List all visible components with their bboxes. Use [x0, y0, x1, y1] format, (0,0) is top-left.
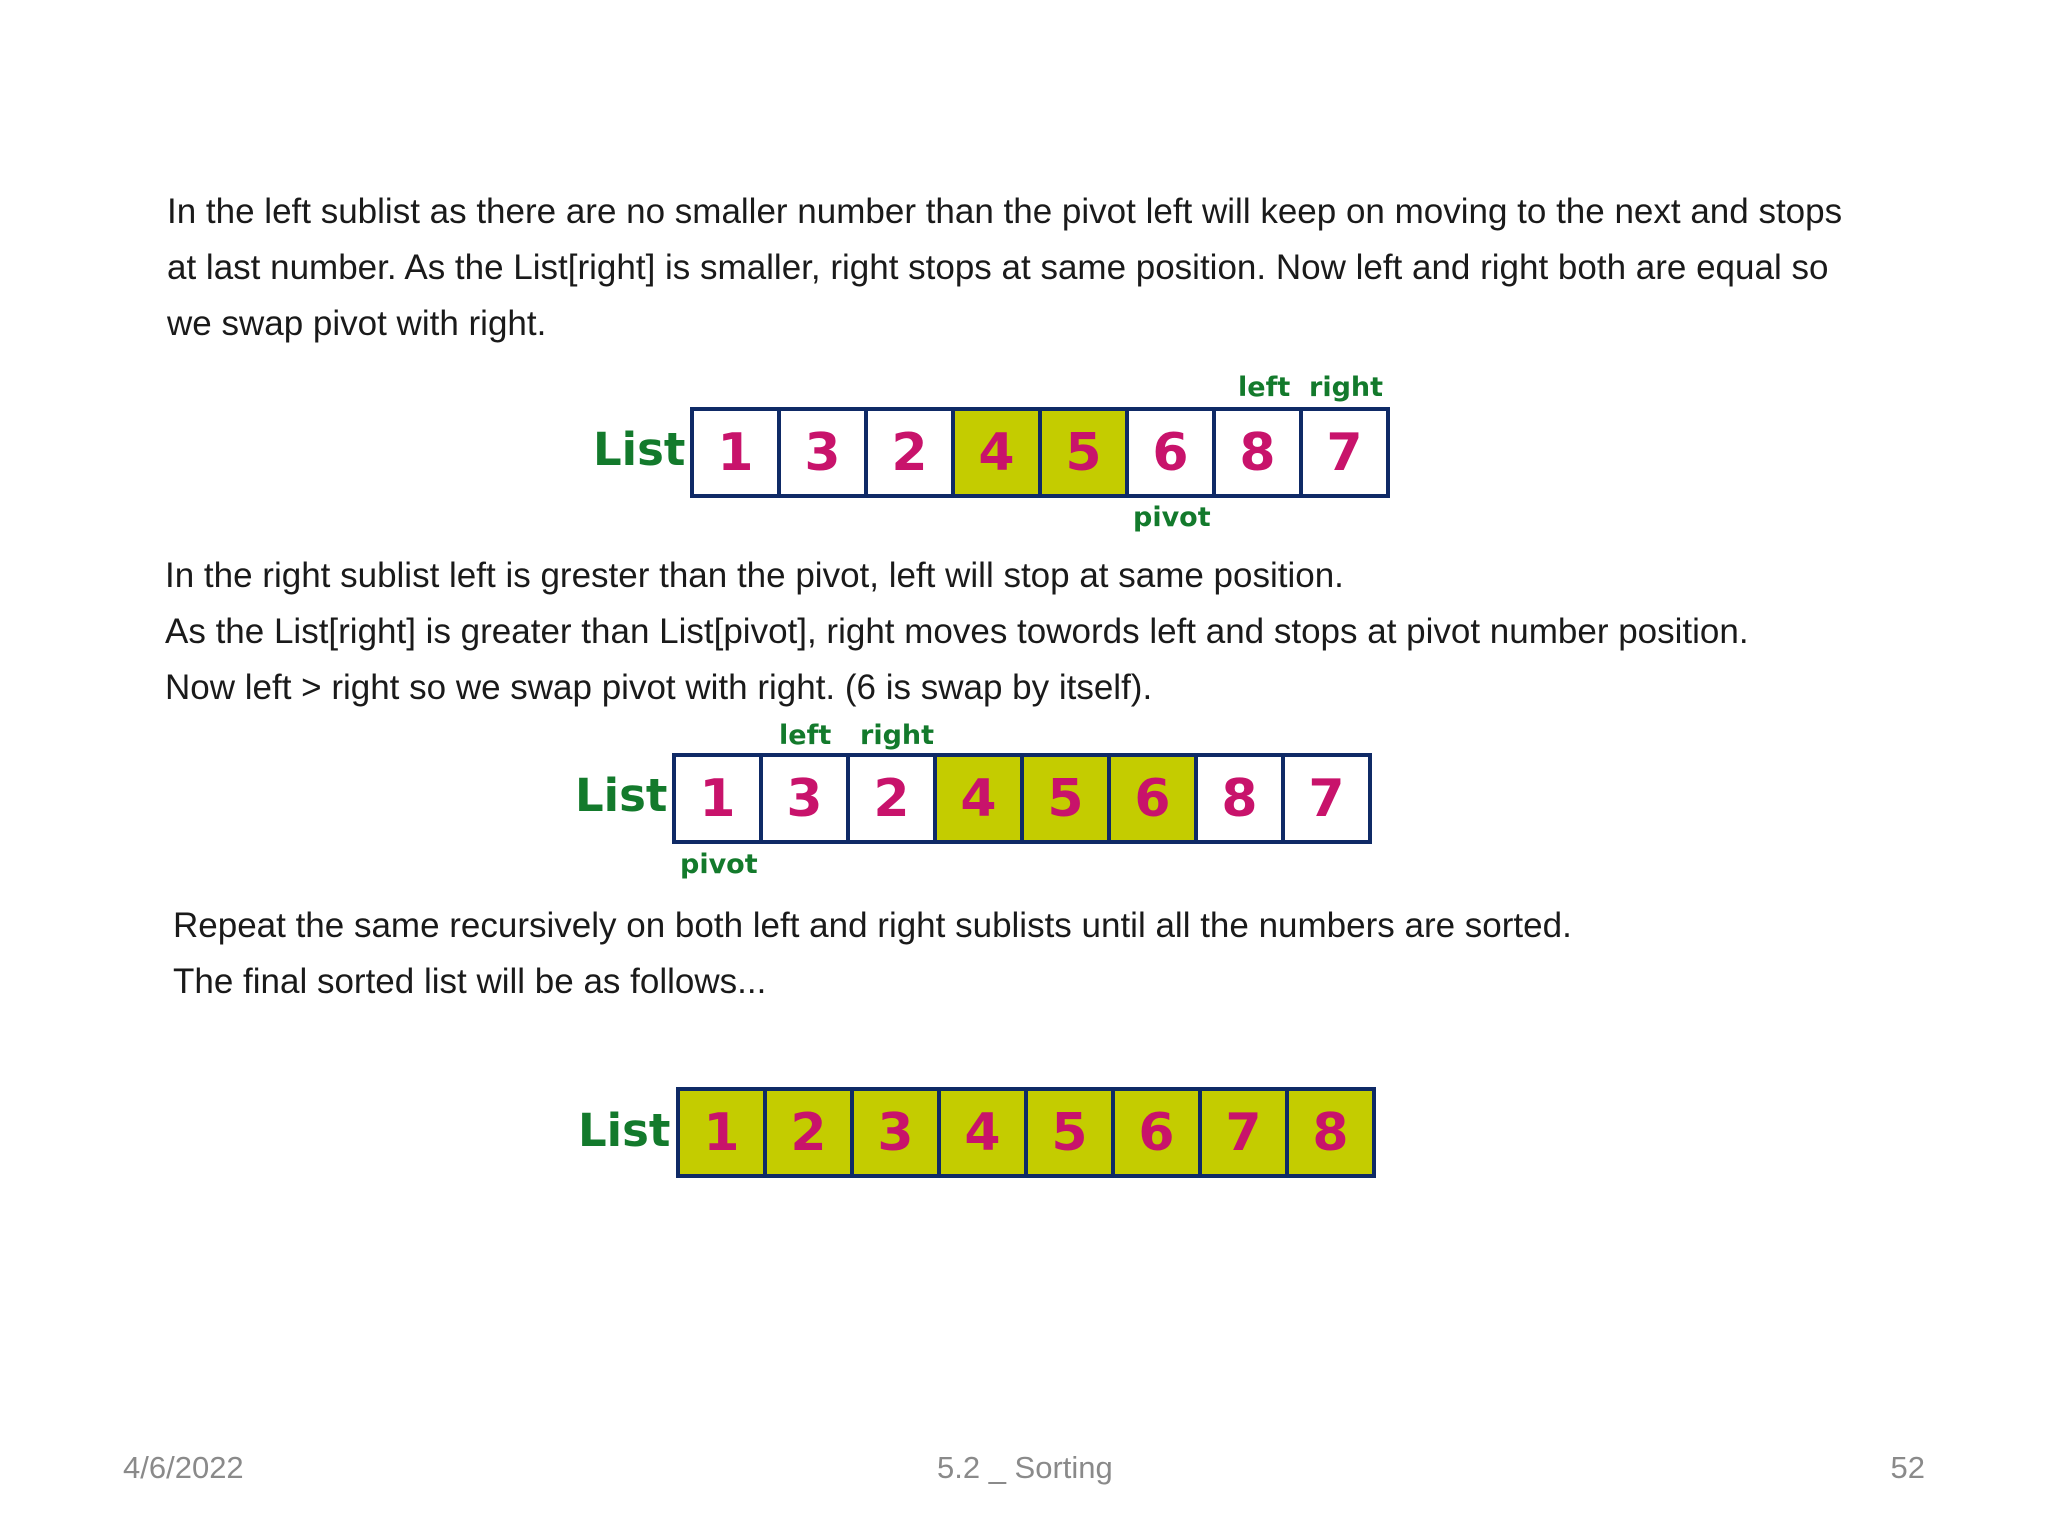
list-cell: 7: [1285, 757, 1368, 840]
list-cell-highlighted: 5: [1042, 411, 1125, 494]
list-cell-highlighted: 4: [941, 1091, 1024, 1174]
footer-date: 4/6/2022: [123, 1450, 244, 1485]
text-line: In the right sublist left is grester than the pivot, left will stop at same position.: [165, 556, 1344, 595]
list-cell: 1: [694, 411, 777, 494]
list-cell: 2: [868, 411, 951, 494]
list-cell-highlighted: 2: [767, 1091, 850, 1174]
text-line: we swap pivot with right.: [167, 304, 547, 343]
list-cells: [676, 1087, 1376, 1178]
left-marker: left: [1238, 372, 1291, 403]
list-cell-highlighted: 1: [680, 1091, 763, 1174]
list-cell: 3: [763, 757, 846, 840]
list-cells: [690, 407, 1390, 498]
footer-page-number: 52: [1890, 1450, 1925, 1485]
list-cell-highlighted: 5: [1028, 1091, 1111, 1174]
text-line: Repeat the same recursively on both left and right sublists until all the numbers are sorted.: [173, 906, 1572, 945]
right-marker: right: [1309, 372, 1384, 403]
list-cell: 7: [1303, 411, 1386, 494]
pivot-marker: pivot: [680, 849, 758, 880]
footer-title: 5.2 _ Sorting: [937, 1450, 1113, 1485]
list-cell: 8: [1198, 757, 1281, 840]
pivot-marker: pivot: [1133, 502, 1211, 533]
explanation-paragraph-3: [173, 898, 1572, 1010]
list-cell: 6: [1129, 411, 1212, 494]
text-line: As the List[right] is greater than List[pivot], right moves towords left and stops at pivot number position.: [165, 612, 1749, 651]
text-line: Now left > right so we swap pivot with right. (6 is swap by itself).: [165, 668, 1153, 707]
text-line: In the left sublist as there are no smaller number than the pivot left will keep on moving to the next and stops: [167, 192, 1843, 231]
list-cell-highlighted: 6: [1115, 1091, 1198, 1174]
list-cell: 3: [781, 411, 864, 494]
text-line: The final sorted list will be as follows...: [173, 962, 767, 1001]
list-label: List: [593, 423, 686, 476]
left-marker: left: [779, 720, 832, 751]
list-cell-highlighted: 4: [955, 411, 1038, 494]
list-cell-highlighted: 4: [937, 757, 1020, 840]
text-line: at last number. As the List[right] is smaller, right stops at same position. Now left and right both are equal so: [167, 248, 1829, 287]
list-cell-highlighted: 6: [1111, 757, 1194, 840]
list-cell-highlighted: 5: [1024, 757, 1107, 840]
list-cell-highlighted: 3: [854, 1091, 937, 1174]
explanation-paragraph-2: [165, 548, 1749, 716]
list-cell: 1: [676, 757, 759, 840]
list-cell-highlighted: 7: [1202, 1091, 1285, 1174]
list-cells: [672, 753, 1372, 844]
list-cell: 8: [1216, 411, 1299, 494]
explanation-paragraph-1: [167, 184, 1842, 352]
right-marker: right: [860, 720, 935, 751]
list-label: List: [578, 1104, 671, 1157]
list-label: List: [575, 769, 668, 822]
list-cell: 2: [850, 757, 933, 840]
list-cell-highlighted: 8: [1289, 1091, 1372, 1174]
